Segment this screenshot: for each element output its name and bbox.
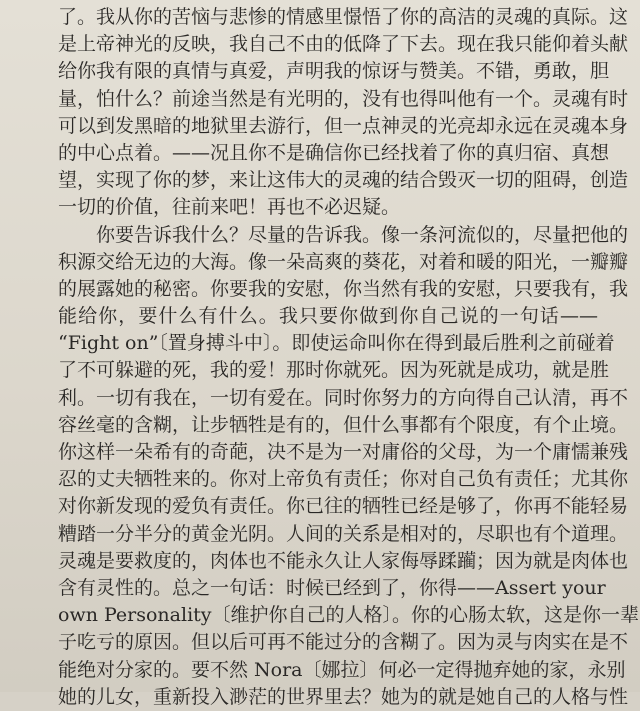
text-line: 给你我有限的真情与真爱，声明我的惊讶与赞美。不错，勇敢，胆 bbox=[58, 60, 610, 83]
text-line: 是上帝神光的反映，我自己不由的低降了下去。现在我只能仰着头献 bbox=[58, 33, 629, 56]
text-line: 了不可躲避的死，我的爱！那时你就死。因为死就是成功，就是胜 bbox=[58, 359, 610, 382]
text-line: 可以到发黑暗的地狱里去游行，但一点神灵的光亮却永远在灵魂本身 bbox=[58, 114, 629, 137]
text-line: “Fight on”〔置身搏斗中〕。即使运命叫你在得到最后胜利之前碰着 bbox=[58, 332, 615, 355]
text-line: 子吃亏的原因。但以后可再不能过分的含糊了。因为灵与肉实在是不 bbox=[58, 631, 629, 654]
text-line: 了。我从你的苦恼与悲惨的情感里憬悟了你的高洁的灵魂的真际。这 bbox=[58, 6, 629, 28]
text-line: 灵魂是要救度的，肉体也不能永久让人家侮辱蹂躏；因为就是肉体也 bbox=[58, 549, 629, 572]
text-line: 糟踏一分半分的黄金光阴。人间的关系是相对的，尽职也有个道理。 bbox=[58, 522, 629, 545]
text-line: 她的儿女，重新投入渺茫的世界里去？她为的就是她自己的人格与性 bbox=[58, 685, 629, 708]
text-line: 的展露她的秘密。你要我的安慰，你当然有我的安慰，只要我有，我 bbox=[58, 277, 629, 300]
text-line: 望，实现了你的梦，来让这伟大的灵魂的结合毁灭一切的阻碍，创造 bbox=[58, 169, 629, 192]
text-line: 能给你，要什么有什么。我只要你做到你自己说的一句话—— bbox=[58, 305, 598, 328]
text-line: 利。一切有我在，一切有爱在。同时你努力的方向得自己认清，再不 bbox=[58, 386, 629, 409]
paragraph-first-line: 你要告诉我什么？尽量的告诉我。像一条河流似的，尽量把他的 bbox=[96, 223, 629, 246]
text-line: own Personality〔维护你自己的人格〕。你的心肠太软，这是你一辈 bbox=[58, 604, 640, 627]
text-line: 的中心点着。——况且你不是确信你已经找着了你的真归宿、真想 bbox=[58, 141, 610, 164]
text-line: 量，怕什么？前途当然是有光明的，没有也得叫他有一个。灵魂有时 bbox=[58, 87, 629, 110]
text-line: 能绝对分家的。要不然 Nora〔娜拉〕何必一定得抛弃她的家，永别 bbox=[58, 658, 626, 681]
text-line: 容丝毫的含糊，让步牺牲是有的，但什么事都有个限度，有个止境。 bbox=[58, 413, 629, 436]
text-line: 含有灵性的。总之一句话：时候已经到了，你得——Assert your bbox=[58, 576, 606, 599]
text-line: 一切的价值，往前来吧！再也不必迟疑。 bbox=[58, 196, 401, 219]
text-line: 对你新发现的爱负有责任。你已往的牺牲已经是够了，你再不能轻易 bbox=[58, 495, 629, 518]
text-line: 积源交给无边的大海。像一朵高爽的葵花，对着和暖的阳光，一瓣瓣 bbox=[58, 250, 629, 273]
letter-body-text bbox=[58, 4, 640, 711]
text-line: 忍的丈夫牺牲来的。你对上帝负有责任；你对自己负有责任；尤其你 bbox=[58, 468, 629, 491]
text-line: 你这样一朵希有的奇葩，决不是为一对庸俗的父母，为一个庸懦兼残 bbox=[58, 441, 629, 463]
